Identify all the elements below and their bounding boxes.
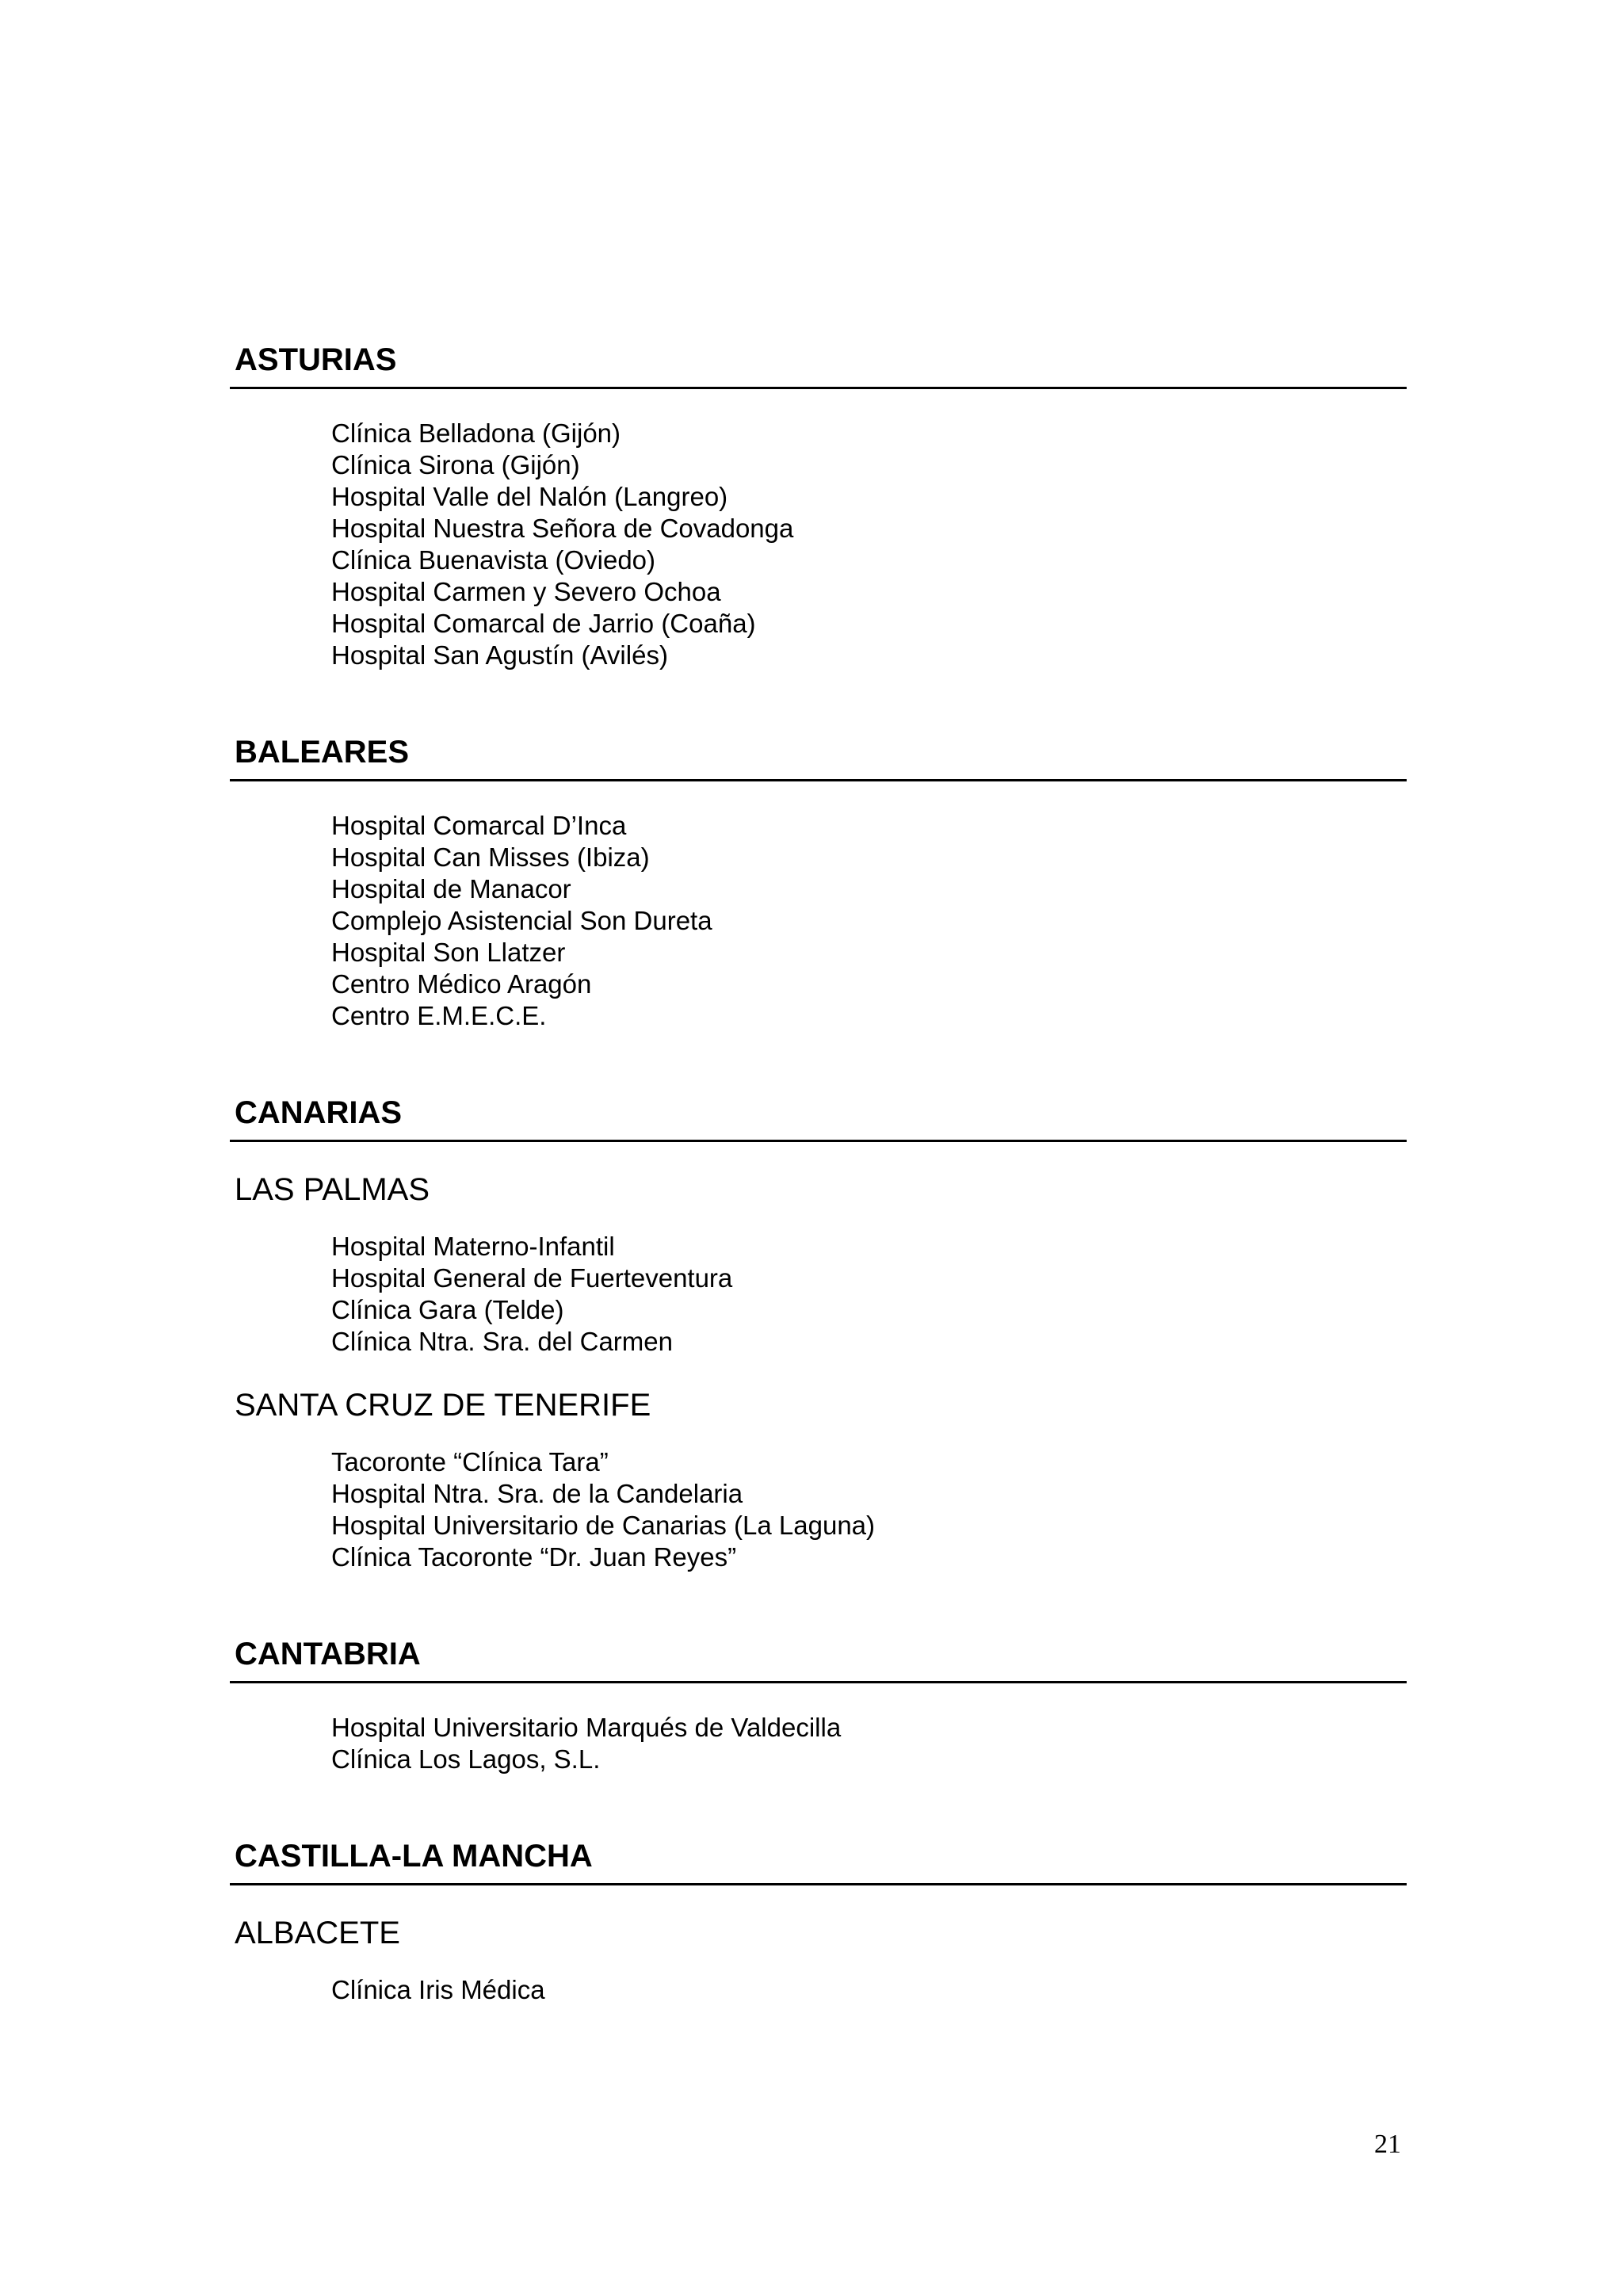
hospital-list (230, 810, 1407, 1032)
list-item: Hospital Universitario Marqués de Valdecilla (331, 1713, 842, 1742)
subsection-las-palmas (230, 1171, 1407, 1358)
list-item: Hospital Universitario de Canarias (La Laguna) (331, 1511, 876, 1540)
section-cantabria (230, 1635, 1407, 1775)
list-item: Hospital Materno-Infantil (331, 1232, 615, 1261)
list-item: Hospital San Agustín (Avilés) (331, 640, 668, 670)
list-item: Hospital Nuestra Señora de Covadonga (331, 514, 794, 543)
list-item: Hospital Ntra. Sra. de la Candelaria (331, 1479, 743, 1508)
list-item: Hospital Valle del Nalón (Langreo) (331, 482, 728, 511)
section-heading: CANARIAS (230, 1094, 1407, 1142)
list-item: Centro E.M.E.C.E. (331, 1001, 547, 1030)
list-item: Centro Médico Aragón (331, 969, 592, 999)
subsection-heading: SANTA CRUZ DE TENERIFE (235, 1388, 651, 1423)
hospital-list (230, 1712, 1407, 1775)
section-heading: CASTILLA-LA MANCHA (230, 1837, 1407, 1885)
list-item: Clínica Tacoronte “Dr. Juan Reyes” (331, 1542, 737, 1572)
document-content (230, 341, 1407, 2006)
list-item: Tacoronte “Clínica Tara” (331, 1447, 609, 1477)
list-item: Hospital Comarcal D’Inca (331, 811, 627, 840)
list-item: Hospital General de Fuerteventura (331, 1263, 733, 1293)
list-item: Hospital Son Llatzer (331, 938, 566, 967)
list-item: Clínica Gara (Telde) (331, 1295, 564, 1324)
hospital-list (230, 418, 1407, 671)
hospital-list (230, 1974, 1407, 2006)
list-item: Hospital Carmen y Severo Ochoa (331, 577, 721, 606)
subsection-santa-cruz-de-tenerife (230, 1386, 1407, 1573)
hospital-list (230, 1231, 1407, 1358)
list-item: Hospital de Manacor (331, 874, 571, 904)
section-asturias (230, 341, 1407, 671)
section-heading: ASTURIAS (230, 341, 1407, 389)
subsection-albacete (230, 1914, 1407, 2006)
hospital-list (230, 1446, 1407, 1573)
list-item: Clínica Los Lagos, S.L. (331, 1744, 601, 1774)
list-item: Clínica Sirona (Gijón) (331, 450, 580, 479)
section-castilla-la-mancha (230, 1837, 1407, 2006)
section-heading: BALEARES (230, 733, 1407, 781)
list-item: Hospital Comarcal de Jarrio (Coaña) (331, 609, 756, 638)
section-canarias (230, 1094, 1407, 1573)
list-item: Clínica Buenavista (Oviedo) (331, 545, 656, 575)
subsection-heading: LAS PALMAS (235, 1172, 430, 1207)
list-item: Clínica Ntra. Sra. del Carmen (331, 1327, 673, 1356)
list-item: Complejo Asistencial Son Dureta (331, 906, 712, 935)
list-item: Clínica Iris Médica (331, 1975, 545, 2004)
section-heading: CANTABRIA (230, 1635, 1407, 1683)
subsection-heading: ALBACETE (235, 1916, 400, 1950)
page-number: 21 (1374, 2130, 1401, 2159)
list-item: Hospital Can Misses (Ibiza) (331, 842, 650, 872)
list-item: Clínica Belladona (Gijón) (331, 418, 621, 448)
section-baleares (230, 733, 1407, 1032)
